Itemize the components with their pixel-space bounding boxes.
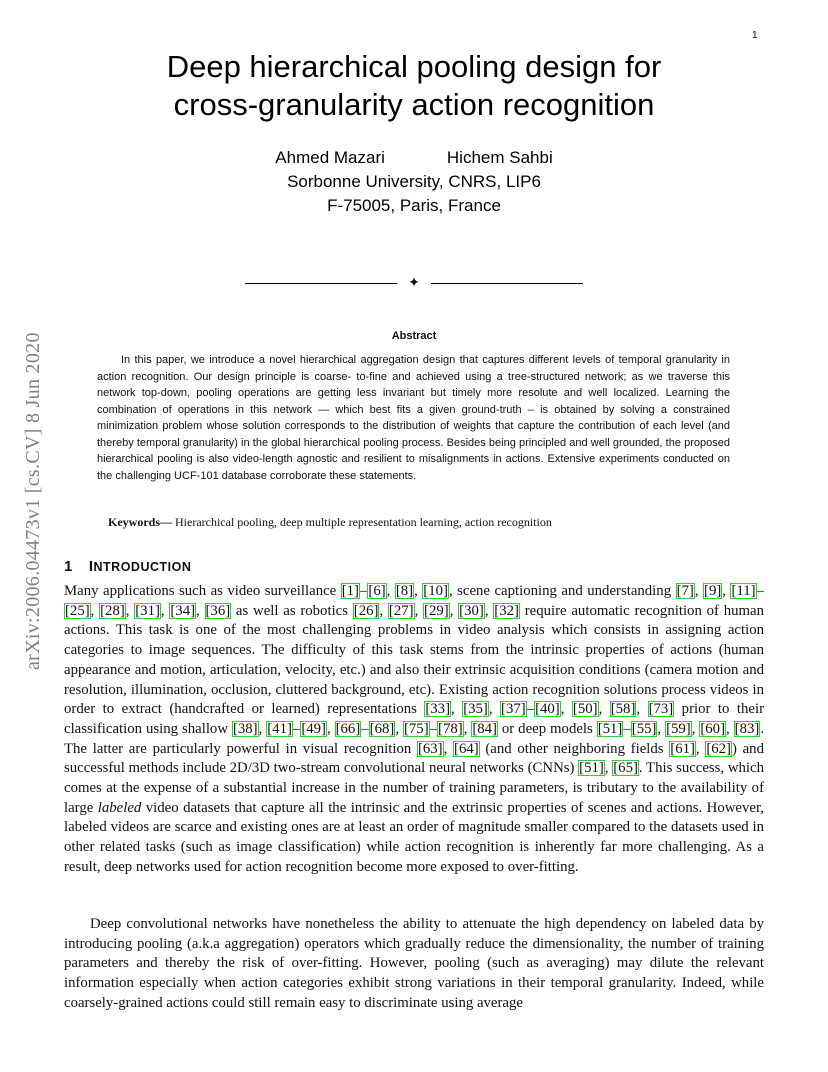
text-span: . The latter are particularly powerful in visual recognition [64, 720, 765, 757]
keywords [108, 515, 758, 530]
separator-line-left [245, 283, 397, 284]
text-span: or deep models [497, 720, 597, 737]
citation-link[interactable]: [38] [232, 720, 258, 737]
citation-link[interactable]: [51] [579, 760, 604, 777]
title-separator [245, 277, 583, 291]
text-span: video datasets that capture all the intrinsic and the extrinsic properties of scenes and actions. However, labeled videos are scarce and existing ones are at least an order of magnitude smaller compared to the datasets used in other related tasks (such as image classification) while action recognition is inherently far more challenging. As a result, deep networks used for action recognition become more exposed to over-fitting. [64, 799, 764, 875]
citation-link[interactable]: [50] [572, 701, 598, 718]
citation-link[interactable]: [63] [417, 740, 443, 757]
citation-link[interactable]: [58] [610, 701, 636, 718]
citation-link[interactable]: [55] [631, 720, 657, 737]
address: F-75005, Paris, France [327, 196, 501, 215]
abstract-heading: Abstract [391, 330, 437, 342]
text-span: – [526, 701, 535, 718]
citation-link[interactable]: [26] [353, 602, 379, 619]
text-span: , [90, 602, 100, 619]
section-number: 1 [64, 558, 73, 575]
citation-link[interactable]: [75] [403, 720, 429, 737]
text-span: (and other neighboring fields [479, 740, 670, 757]
title-line-2: cross-granularity action recognition [173, 87, 655, 122]
page-number: 1 [752, 30, 758, 41]
text-span: , [694, 583, 704, 599]
citation-link[interactable]: [30] [459, 602, 484, 619]
citation-link[interactable]: [10] [423, 583, 448, 599]
text-span: , [722, 583, 731, 599]
citation-link[interactable]: [11] [731, 583, 756, 599]
citation-link[interactable]: [59] [666, 720, 691, 737]
text-span: ) and successful methods include 2D/3D two-stream convolutional neural networks (CNNs) [64, 740, 764, 777]
arxiv-stamp[interactable]: arXiv:2006.04473v1 [cs.CV] 8 Jun 2020 [22, 332, 44, 670]
citation-link[interactable]: [34] [170, 602, 196, 619]
text-span: – [292, 720, 301, 737]
text-span: , [196, 602, 205, 619]
title-line-1: Deep hierarchical pooling design for [166, 49, 662, 84]
citation-link[interactable]: [66] [335, 720, 361, 737]
citation-link[interactable]: [62] [706, 740, 731, 757]
affiliation: Sorbonne University, CNRS, LIP6 [287, 172, 541, 191]
citation-link[interactable]: [84] [472, 720, 497, 737]
citation-link[interactable]: [8] [395, 583, 414, 599]
text-span: , [484, 602, 494, 619]
text-span: , [258, 720, 267, 737]
section-title-rest: NTRODUCTION [93, 560, 192, 574]
section-title-initial: I [88, 558, 94, 575]
text-span: , [657, 720, 666, 737]
text-span: – [756, 583, 764, 599]
citation-link[interactable]: [68] [369, 720, 395, 737]
citation-link[interactable]: [36] [205, 602, 231, 619]
citation-link[interactable]: [1] [341, 583, 359, 599]
citation-link[interactable]: [33] [425, 701, 451, 718]
citation-link[interactable]: [35] [463, 701, 488, 718]
author-1: Ahmed Mazari [275, 148, 385, 167]
text-span: . This success, which comes at the expense of a substantial increase in the number of training parameters, is tributary to the availability of large [64, 760, 765, 816]
text-span: , [463, 720, 472, 737]
intro-paragraph-1 [64, 582, 764, 878]
text-span: , [379, 602, 388, 619]
intro-paragraph-2: Deep convolutional networks have nonetheless the ability to attenuate the high dependency on labeled data by introducing pooling (a.k.a aggregation) operators which gradually reduce the dimensionality, the number of training parameters and thereby the risk of over-fitting. However, pooling (such as averaging) may dilute the relevant information especially when action categories exhibit strong variations in their temporal granularity. Indeed, while coarsely-grained actions could still remain easy to discriminate using average [64, 916, 764, 1011]
text-span: , [726, 720, 734, 737]
text-span: – [429, 720, 438, 737]
keywords-text: Hierarchical pooling, deep multiple representation learning, action recognition [172, 515, 552, 529]
author-2: Hichem Sahbi [446, 148, 553, 167]
text-span: , [691, 720, 700, 737]
citation-link[interactable]: [51] [597, 720, 623, 737]
citation-link[interactable]: [37] [501, 701, 526, 718]
text-span: , [414, 602, 424, 619]
citation-link[interactable]: [28] [100, 602, 125, 619]
text-span: require automatic recognition of human actions. This task is one of the most challenging problems in video analysis which consists in assigning action categories to image sequences. The difficulty of this task stems from the intrinsic properties of actions (human appearance and motion, articulation, velocity, etc.) and also their extrinsic acquisition conditions (camera motion and resolution, illumination, occlusion, cluttered background, etc). Existing action recognition solutions process videos in order to extract (handcrafted or learned) representations [64, 602, 764, 718]
citation-link[interactable]: [9] [704, 583, 722, 599]
text-span: Many applications such as video surveillance [64, 583, 341, 599]
citation-link[interactable]: [60] [700, 720, 726, 737]
citation-link[interactable]: [41] [267, 720, 292, 737]
citation-link[interactable]: [40] [535, 701, 560, 718]
text-span: , scene captioning and understanding [448, 583, 676, 599]
citation-link[interactable]: [31] [135, 602, 160, 619]
text-span: – [623, 720, 631, 737]
text-span: , [488, 701, 501, 718]
citation-link[interactable]: [61] [670, 740, 695, 757]
citation-link[interactable]: [27] [388, 602, 414, 619]
text-span: , [125, 602, 135, 619]
text-span: , [449, 602, 459, 619]
citation-link[interactable]: [78] [438, 720, 463, 737]
author-block [64, 146, 764, 218]
text-span: , [386, 583, 395, 599]
text-span: , [443, 740, 454, 757]
separator-line-right [431, 283, 583, 284]
author-names [64, 146, 764, 170]
text-span: , [695, 740, 706, 757]
text-span: , [560, 701, 572, 718]
star-ornament-icon: ✦ [408, 275, 420, 291]
keywords-label: Keywords— [108, 515, 172, 529]
text-span: , [395, 720, 403, 737]
text-span: prior to their classification using shallow [64, 701, 764, 737]
citation-link[interactable]: [6] [368, 583, 386, 599]
section-heading-introduction [64, 558, 191, 575]
paper-title [64, 48, 764, 124]
text-span: , [326, 720, 335, 737]
text-span: – [361, 720, 369, 737]
text-span: as well as robotics [231, 602, 353, 619]
citation-link[interactable]: [73] [648, 701, 674, 718]
text-span: , [636, 701, 648, 718]
citation-link[interactable]: [29] [424, 602, 449, 619]
text-span: , [604, 760, 613, 777]
text-span: , [598, 701, 610, 718]
abstract-body: In this paper, we introduce a novel hierarchical aggregation design that captures different levels of temporal granularity in action recognition. Our design principle is coarse- to-fine and achieved using a tree-structured network; as we traverse this network top-down, pooling operations are getting less invariant but timely more resolute and well localized. Learning the combination of operations in this network — which best fits a given ground-truth – is obtained by solving a constrained minimization problem whose solution corresponds to the distribution of weights that capture the contribution of each level (and thereby temporal granularity) in the global hierarchical pooling process. Besides being principled and well grounded, the proposed hierarchical pooling is also video-length agnostic and resilient to misalignments in actions. Extensive experiments conducted on the challenging UCF-101 database corroborate these statements. [97, 354, 730, 482]
text-span: , [451, 701, 463, 718]
citation-link[interactable]: [64] [454, 740, 479, 757]
citation-link[interactable]: [49] [301, 720, 326, 737]
citation-link[interactable]: [65] [613, 760, 638, 777]
citation-link[interactable]: [25] [65, 602, 90, 619]
text-span: , [160, 602, 170, 619]
citation-link[interactable]: [32] [494, 602, 519, 619]
citation-link[interactable]: [83] [734, 720, 760, 737]
text-span: – [359, 583, 368, 599]
citation-link[interactable]: [7] [676, 583, 694, 599]
emphasis-labeled: labeled [97, 799, 142, 816]
text-span: , [414, 583, 423, 599]
